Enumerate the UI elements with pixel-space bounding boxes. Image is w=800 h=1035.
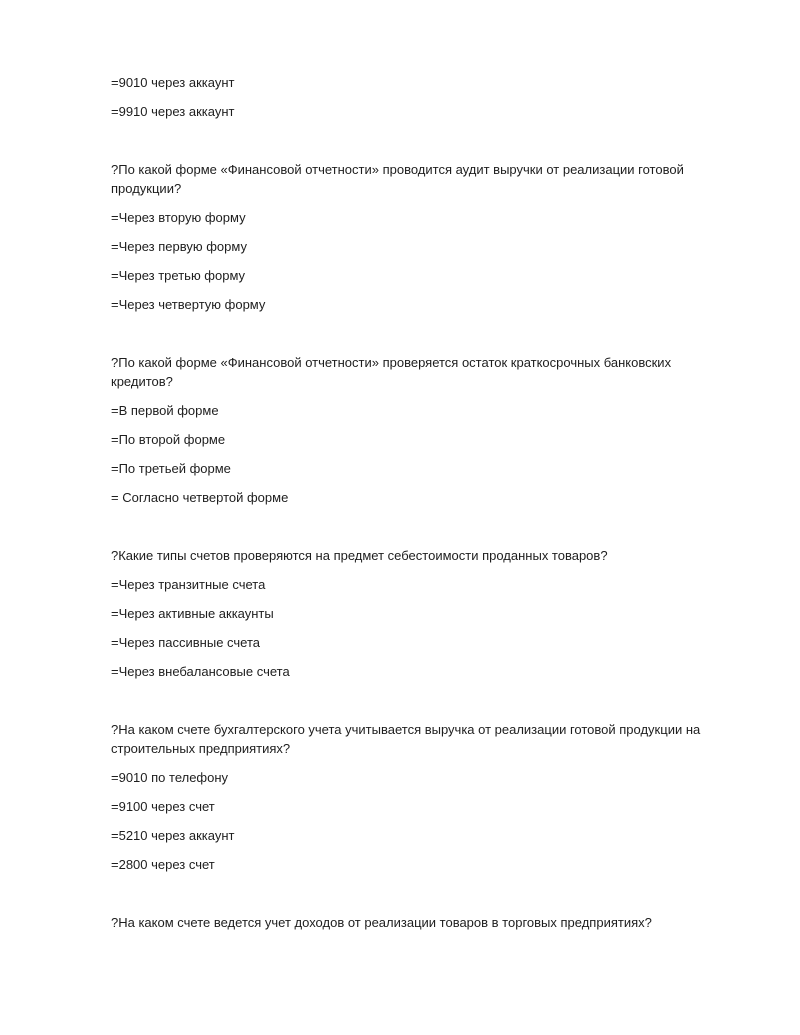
answer-option: =Через третью форму bbox=[111, 268, 246, 283]
answer-option: =2800 через счет bbox=[111, 857, 215, 872]
question-text: ?Какие типы счетов проверяются на предмет себестоимости проданных товаров? bbox=[111, 548, 608, 563]
answer-option: =Через вторую форму bbox=[111, 210, 246, 225]
question-text: ?На каком счете бухгалтерского учета учитывается выручка от реализации готовой продукции на строительных предприятиях? bbox=[111, 722, 701, 756]
answer-option: =Через пассивные счета bbox=[111, 635, 260, 650]
block-spacer bbox=[111, 691, 721, 720]
answer-option: =Через транзитные счета bbox=[111, 577, 266, 592]
answer-option: =Через первую форму bbox=[111, 239, 247, 254]
question-text: ?По какой форме «Финансовой отчетности» проверяется остаток краткосрочных банковских кредитов? bbox=[111, 355, 672, 389]
block-spacer bbox=[111, 517, 721, 546]
answer-option: =9100 через счет bbox=[111, 799, 215, 814]
answer-option: =9910 через аккаунт bbox=[111, 104, 235, 119]
answer-option: =По второй форме bbox=[111, 432, 226, 447]
answer-option: =Через внебалансовые счета bbox=[111, 664, 290, 679]
answer-option: = Согласно четвертой форме bbox=[111, 490, 289, 505]
answer-option: =В первой форме bbox=[111, 403, 219, 418]
document-content bbox=[111, 73, 721, 942]
answer-option: =Через активные аккаунты bbox=[111, 606, 274, 621]
question-text: ?По какой форме «Финансовой отчетности» проводится аудит выручки от реализации готовой продукции? bbox=[111, 162, 684, 196]
answer-option: =9010 по телефону bbox=[111, 770, 229, 785]
answer-option: =9010 через аккаунт bbox=[111, 75, 235, 90]
block-spacer bbox=[111, 131, 721, 160]
answer-option: =5210 через аккаунт bbox=[111, 828, 235, 843]
question-text: ?На каком счете ведется учет доходов от реализации товаров в торговых предприятиях? bbox=[111, 915, 652, 930]
answer-option: =По третьей форме bbox=[111, 461, 231, 476]
block-spacer bbox=[111, 324, 721, 353]
block-spacer bbox=[111, 884, 721, 913]
answer-option: =Через четвертую форму bbox=[111, 297, 266, 312]
